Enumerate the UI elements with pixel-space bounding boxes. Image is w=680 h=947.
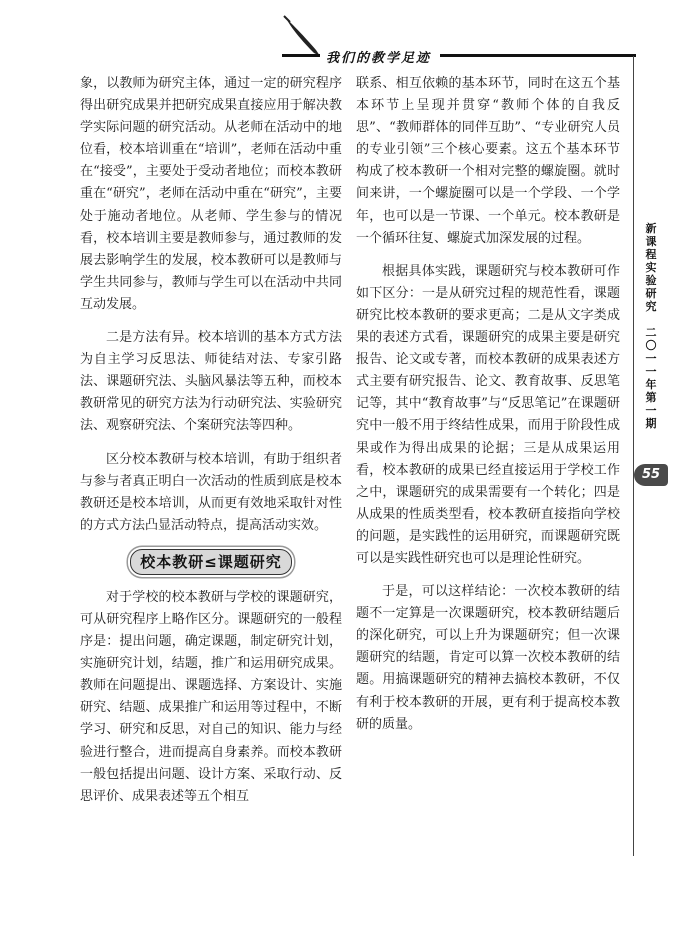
running-header-title: 我们的教学足迹: [326, 51, 432, 66]
right-paragraph-1: 联系、相互依赖的基本环节，同时在这五个基本环节上呈现并贯穿“教师个体的自我反思”、“教师群体的同伴互助”、“专业研究人员的专业引领”三个核心要素。这五个基本环节构成了校本教研一个相对完整的螺旋圈。就时间来讲，一个螺旋圈可以是一个学段、一个学年，也可以是一节课、一个单元。校本教研是一个循环往复、螺旋式加深发展的过程。: [356, 76, 620, 246]
section-heading: 校本教研≤课题研究: [130, 549, 292, 575]
right-paragraph-3: 于是，可以这样结论：一次校本教研的结题不一定算是一次课题研究，校本教研结题后的深化研究，可以上升为课题研究；但一次课题研究的结题，肯定可以算一次校本教研的结题。用搞课题研究的精神去搞校本教研，不仅有利于校本教研的开展，更有利于提高校本教研的质量。: [356, 584, 620, 732]
left-paragraph-3: 区分校本教研与校本培训，有助于组织者与参与者真正明白一次活动的性质到底是校本教研还是校本培训，从而更有效地采取针对性的方式方法凸显活动特点，提高活动实效。: [80, 451, 342, 533]
journal-name-char: 验: [645, 274, 657, 287]
issue-char: 二: [645, 326, 657, 339]
margin-rule: [633, 56, 634, 856]
issue-char: 一: [645, 365, 657, 378]
journal-name-char: 实: [645, 261, 657, 274]
journal-name-char: 研: [645, 287, 657, 300]
issue-char: 期: [645, 417, 657, 430]
left-paragraph-4: 对于学校的校本教研与学校的课题研究，可从研究程序上略作区分。课题研究的一般程序是：提出问题，确定课题，制定研究计划，实施研究计划，结题，推广和运用研究成果。教师在问题提出、课题选择、方案设计、实施研究、结题、成果推广和运用等过程中，不断学习、研究和反思，对自己的知识、能力与经验进行整合，进而提高自身素养。而校本教研一般包括提出问题、设计方案、采取行动、反思评价、成果表述等五个相互: [80, 589, 342, 804]
issue-char: 〇: [645, 339, 657, 352]
header-rule-right: [440, 54, 636, 57]
right-paragraph-2: 根据具体实践，课题研究与校本教研可作如下区分：一是从研究过程的规范性看，课题研究比校本教研的要求更高；二是从文字类成果的表述方式看，课题研究的成果主要是研究报告、论文或专著，而校本教研的成果表述方式主要有研究报告、论文、教育故事、反思笔记等，其中“教育故事”与“反思笔记”在课题研究中一般不用于终结性成果，而用于阶段性成果或作为得出成果的论据；三是从成果运用看，校本教研的成果已经直接运用于学校工作之中，课题研究的成果需要有一个转化；四是从成果的性质类型看，校本教研直接指向学校的问题，是实践性的运用研究，而课题研究既可以是实践性研究也可以是理论性研究。: [356, 263, 620, 566]
issue-char: 一: [645, 352, 657, 365]
left-paragraph-1: 象，以教师为研究主体，通过一定的研究程序得出研究成果并把研究成果直接应用于解决教学实际问题的研究活动。从老师在活动中的地位看，校本培训重在“培训”，老师在活动中重在“接受”，主要处于受动者地位；而校本教研重在“研究”，老师在活动中重在“研究”，主要处于施动者地位。从老师、学生参与的情况看，校本培训主要是教师参与，通过教师的发展去影响学生的发展，校本教研可以是教师与学生共同参与，教师与学生可以在活动中共同互动发展。: [80, 76, 342, 312]
right-column: [356, 73, 620, 736]
issue-char: 年: [645, 378, 657, 391]
journal-name-char: 新: [645, 222, 657, 235]
journal-name-char: 程: [645, 248, 657, 261]
left-paragraph-2: 二是方法有异。校本培训的基本方式方法为自主学习反思法、师徒结对法、专家引路法、课题研究法、头脑风暴法等五种，而校本教研常见的研究方法为行动研究法、实验研究法、观察研究法、个案研究法等四种。: [80, 330, 342, 434]
journal-name-vertical: [636, 222, 666, 313]
left-column: [80, 73, 342, 808]
journal-name-char: 究: [645, 300, 657, 313]
header-rule-left: [282, 54, 320, 57]
issue-char: 一: [645, 404, 657, 417]
page-number-badge: 55: [634, 464, 668, 486]
issue-vertical: [636, 326, 666, 430]
journal-name-char: 课: [645, 235, 657, 248]
issue-char: 第: [645, 391, 657, 404]
